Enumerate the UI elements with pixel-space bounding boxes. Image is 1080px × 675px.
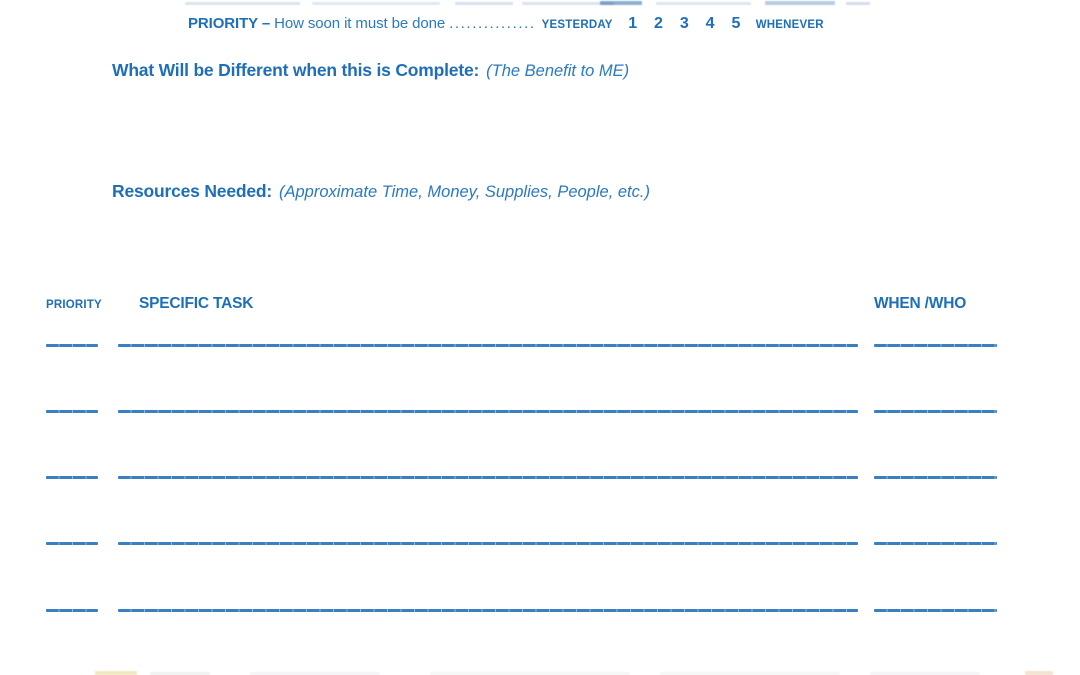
- priority-blank-line: [46, 609, 98, 612]
- task-row: [0, 476, 1080, 480]
- priority-scale-label: PRIORITY –: [188, 15, 271, 32]
- benefit-heading-text: What Will be Different when this is Complete:: [112, 60, 480, 80]
- priority-blank-line: [46, 476, 98, 479]
- priority-scale-line: [188, 13, 824, 36]
- cropped-text-bottom: [0, 669, 1080, 675]
- cropped-text-top: [0, 0, 1080, 6]
- specific-task-blank-line: [118, 542, 858, 545]
- priority-scale-description: How soon it must be done: [274, 15, 446, 32]
- resources-section-heading: [112, 180, 650, 204]
- priority-scale-number-1: 1: [628, 15, 637, 32]
- column-header-priority: PRIORITY: [46, 299, 102, 311]
- priority-blank-line: [46, 542, 98, 545]
- priority-scale-number-2: 2: [654, 15, 663, 32]
- benefit-write-area: [112, 92, 992, 172]
- benefit-section-heading: [112, 59, 629, 83]
- priority-scale-number-3: 3: [679, 15, 689, 32]
- when-who-blank-line: [874, 344, 997, 347]
- priority-blank-line: [46, 344, 98, 347]
- column-header-specific-task: SPECIFIC TASK: [139, 295, 254, 312]
- when-who-blank-line: [874, 542, 997, 545]
- priority-scale-left-anchor: YESTERDAY: [541, 19, 613, 31]
- when-who-blank-line: [874, 609, 997, 612]
- specific-task-blank-line: [118, 609, 858, 612]
- task-row: [0, 542, 1080, 546]
- resources-heading-note: (Approximate Time, Money, Supplies, People, etc.): [279, 183, 650, 201]
- priority-scale-number-5: 5: [731, 15, 741, 32]
- resources-heading-text: Resources Needed:: [112, 181, 272, 201]
- specific-task-blank-line: [118, 410, 858, 413]
- leader-dots: ...............: [449, 15, 536, 32]
- benefit-heading-note: (The Benefit to ME): [486, 62, 630, 80]
- specific-task-blank-line: [118, 344, 858, 347]
- task-row: [0, 410, 1080, 414]
- specific-task-blank-line: [118, 476, 858, 479]
- task-row: [0, 344, 1080, 348]
- when-who-blank-line: [874, 476, 997, 479]
- priority-blank-line: [46, 410, 98, 413]
- when-who-blank-line: [874, 410, 997, 413]
- task-row: [0, 609, 1080, 613]
- priority-scale-number-4: 4: [705, 15, 715, 32]
- resources-write-area: [112, 212, 992, 282]
- priority-scale-right-anchor: WHENEVER: [755, 19, 824, 31]
- column-header-when-who: WHEN /WHO: [874, 295, 967, 312]
